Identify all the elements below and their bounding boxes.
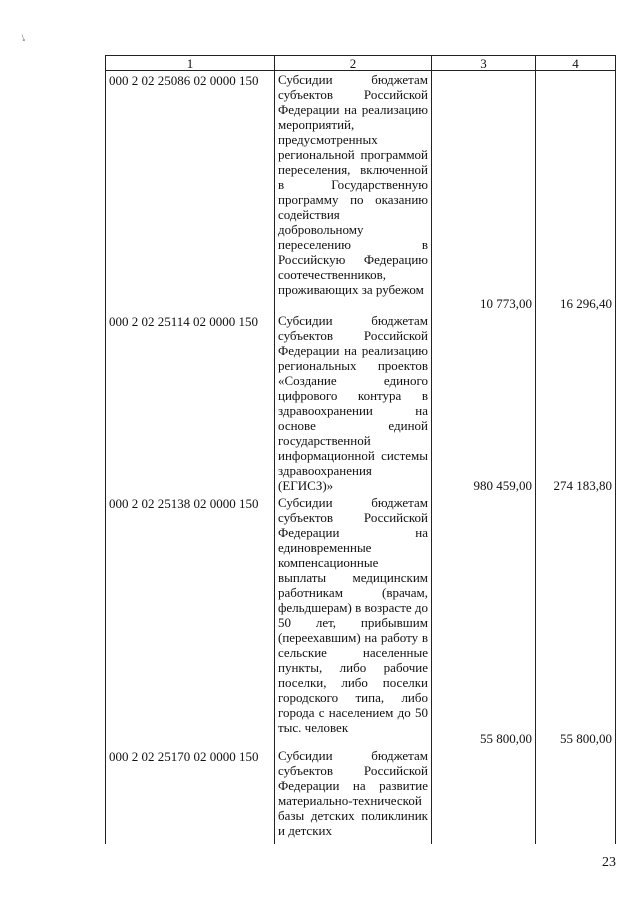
- header-col-2: 2: [275, 56, 432, 71]
- row-code: 000 2 02 25170 02 0000 150: [106, 747, 275, 844]
- row-code: 000 2 02 25114 02 0000 150: [106, 312, 275, 494]
- row-value-4: 55 800,00: [536, 494, 616, 747]
- row-name: Субсидии бюджетам субъектов Российской Федерации на реализацию региональных проектов «Создание единого цифрового контура в здравоохранении на основе единой государственной информационной системы здравоохранения (ЕГИСЗ)»: [275, 312, 432, 494]
- row-value-4: 16 296,40: [536, 71, 616, 313]
- stray-pen-mark: ↓: [17, 29, 29, 45]
- header-col-4: 4: [536, 56, 616, 71]
- row-code: 000 2 02 25138 02 0000 150: [106, 494, 275, 747]
- row-name: Субсидии бюджетам субъектов Российской Федерации на реализацию мероприятий, предусмотренных региональной программой переселения, включенной в Государственную программу по оказанию содействия добровольному переселению в Российскую Федерацию соотечественников, проживающих за рубежом: [275, 71, 432, 313]
- row-name: Субсидии бюджетам субъектов Российской Федерации на единовременные компенсационные выплаты медицинским работникам (врачам, фельдшерам) в возрасте до 50 лет, прибывшим (переехавшим) на работу в сельские населенные пункты, либо рабочие поселки, либо поселки городского типа, либо города с населением до 50 тыс. человек: [275, 494, 432, 747]
- budget-table: [105, 55, 616, 844]
- table-row: [106, 747, 616, 844]
- row-code: 000 2 02 25086 02 0000 150: [106, 71, 275, 313]
- row-value-4: [536, 747, 616, 844]
- row-value-3: [432, 747, 536, 844]
- header-col-1: 1: [106, 56, 275, 71]
- table-header-row: [106, 56, 616, 71]
- table-row: [106, 494, 616, 747]
- page-number: 23: [602, 855, 616, 870]
- table-row: [106, 71, 616, 313]
- row-value-3: 10 773,00: [432, 71, 536, 313]
- row-value-3: 55 800,00: [432, 494, 536, 747]
- row-value-3: 980 459,00: [432, 312, 536, 494]
- row-name: Субсидии бюджетам субъектов Российской Федерации на развитие материально-технической базы детских поликлиник и детских: [275, 747, 432, 844]
- table-row: [106, 312, 616, 494]
- header-col-3: 3: [432, 56, 536, 71]
- row-value-4: 274 183,80: [536, 312, 616, 494]
